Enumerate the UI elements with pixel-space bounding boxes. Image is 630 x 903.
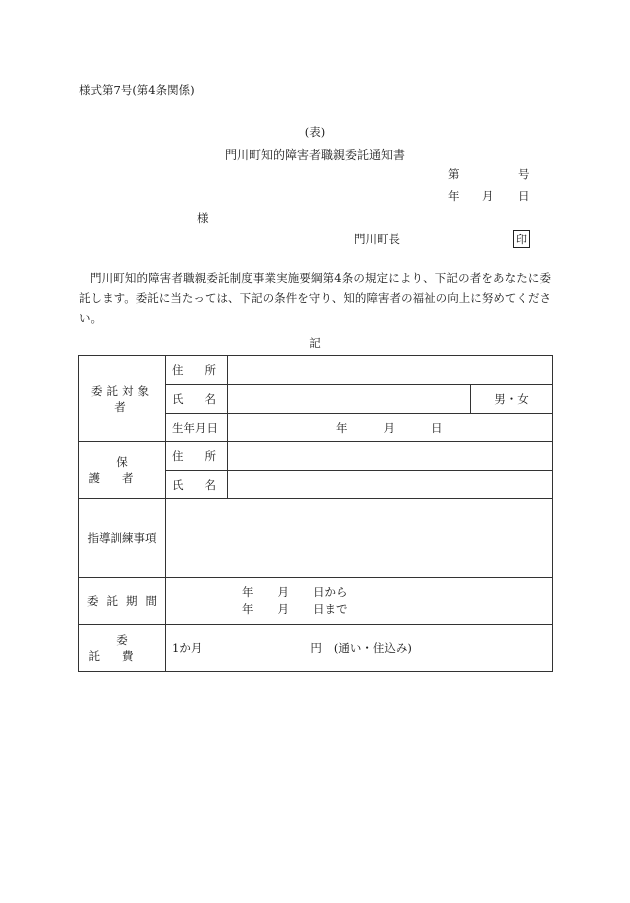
subject-gender-text: 男・女 — [494, 392, 529, 406]
doc-number-suffix: 号 — [518, 167, 530, 181]
period-label-cell — [79, 578, 166, 625]
addressee-suffix: 様 — [197, 211, 209, 225]
guardian-name-char1: 氏 — [172, 477, 184, 492]
guardian-label-cell — [79, 442, 166, 499]
training-label-cell — [79, 499, 166, 578]
page-title: 門川町知的障害者職親委託通知書 — [224, 148, 405, 162]
period-to-day: 日まで — [313, 602, 348, 616]
fee-yen: 円 — [310, 641, 322, 655]
period-from-month: 月 — [277, 585, 289, 599]
subject-address-char2: 所 — [204, 363, 216, 377]
seal-box: 印 — [513, 230, 530, 248]
fee-field[interactable] — [166, 625, 553, 672]
guardian-name-label — [166, 471, 228, 499]
period-label-text: 委託期間 — [87, 594, 165, 608]
fee-note: (通い・住込み) — [333, 641, 412, 655]
form-code: 様式第7号(第4条関係) — [79, 83, 195, 97]
subject-birth-label — [166, 414, 228, 442]
guardian-address-char2: 所 — [204, 449, 216, 463]
period-field[interactable] — [166, 578, 553, 625]
subject-birth-field[interactable] — [228, 414, 553, 442]
subject-name-label — [166, 385, 228, 414]
side-label: (表) — [304, 125, 326, 139]
subject-address-label — [166, 356, 228, 385]
guardian-name-field[interactable] — [228, 471, 553, 499]
subject-gender[interactable] — [471, 385, 553, 414]
period-from-year: 年 — [242, 585, 254, 599]
subject-birth-label-text: 生年月日 — [172, 420, 218, 435]
subject-label-cell — [79, 356, 166, 442]
subject-address-field[interactable] — [228, 356, 553, 385]
fee-label-text: 委託費 — [88, 633, 156, 663]
subject-address-char1: 住 — [172, 363, 184, 377]
period-to — [242, 601, 552, 618]
subject-label-text: 委託対象者 — [91, 383, 153, 414]
fee-unit: 1か月 — [172, 641, 203, 655]
date-day: 日 — [518, 189, 530, 203]
birth-day: 日 — [431, 420, 443, 435]
subject-name-field[interactable] — [228, 385, 471, 414]
period-from — [242, 584, 552, 601]
period-to-month: 月 — [277, 602, 289, 616]
ki-heading: 記 — [309, 336, 321, 350]
guardian-name-char2: 名 — [204, 477, 216, 492]
training-field[interactable] — [166, 499, 553, 578]
training-label-text: 指導訓練事項 — [87, 531, 157, 545]
form-table — [78, 355, 553, 672]
period-to-year: 年 — [242, 602, 254, 616]
issuer: 門川町長 — [354, 232, 400, 246]
guardian-address-field[interactable] — [228, 442, 553, 471]
date-year: 年 — [448, 189, 460, 203]
period-from-day: 日から — [313, 585, 348, 599]
guardian-address-label — [166, 442, 228, 471]
date-month: 月 — [482, 189, 494, 203]
body-text: 門川町知的障害者職親委託制度事業実施要綱第4条の規定により、下記の者をあなたに委託します。委託に当たっては、下記の条件を守り、知的障害者の福祉の向上に努めてください。 — [79, 271, 551, 325]
subject-name-char1: 氏 — [172, 392, 184, 406]
guardian-address-char1: 住 — [172, 449, 184, 463]
fee-label-cell — [79, 625, 166, 672]
subject-label — [79, 383, 165, 415]
subject-name-char2: 名 — [204, 392, 216, 406]
guardian-label-text: 保護者 — [88, 455, 156, 485]
birth-month: 月 — [383, 420, 395, 435]
doc-number-prefix: 第 — [448, 167, 460, 181]
birth-year: 年 — [336, 420, 348, 435]
